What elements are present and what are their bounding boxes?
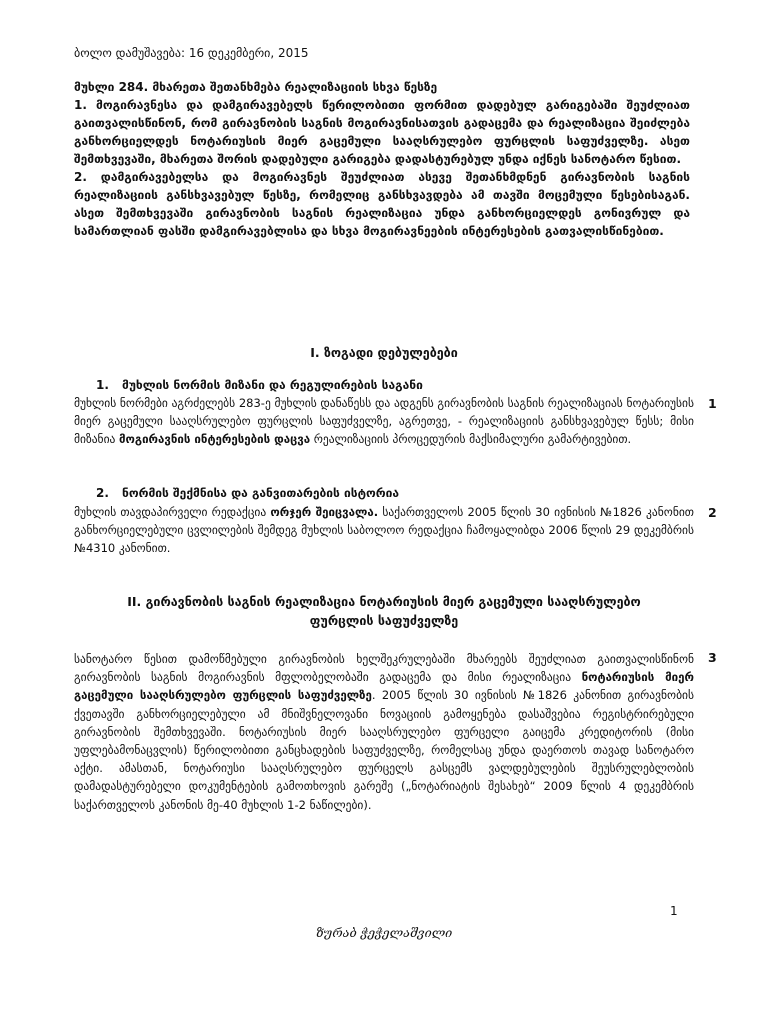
emphasis: ორჯერ შეიცვალა. [270,505,379,519]
margin-number-3: 3 [708,650,717,665]
article-paragraph-1: 1. მოგირავნესა და დამგირავებელს წერილობითი ფორმით დადებულ გარიგებაში შეუძლიათ გაითვალისწინონ, რომ გირავნობის საგნის მოგირავნისათვის გადაცემა და რეალიზაცია შეიძლება განხორციელდეს ნოტარიუსის მიერ გაცემული სააღსრულებო ფურცლის საფუძველზე. ასეთ შემთხვევაში, მხარეთა შორის დადებული გარიგება დადასტურებულ უნდა იქნეს სანოტარო წესით. [74,98,690,166]
paragraph-3: სანოტარო წესით დამოწმებული გირავნობის ხელშეკრულებაში მხარეებს შეუძლიათ გაითვალისწინონ გირავნობის საგნის მოგირავნის მფლობელობაში გადაცემა და მისი რეალიზაცია ნოტარიუსის მიერ გაცემული სააღსრულებო ფურცლის საფუძველზე. 2005 წლის 30 ივნისის №1826 კანონით გირავნობის ქვეთავში განხორციელებული ამ მნიშვნელოვანი ნოვაციის გამოყენება დასაშვებია რეგისტრირებული გირავნობის შემთხვევაში. ნოტარიუსის მიერ სააღსრულებო ფურცელი გაიცემა კრედიტორის (მისი უფლებამონაცვლის) წერილობითი განცხადების საფუძველზე, რომელსაც უნდა დაერთოს თავად სანოტარო აქტი. ამასთან, ნოტარიუსი სააღსრულებო ფურცელს გასცემს ვალდებულების შეუსრულებლობის დამადასტურებელი დოკუმენტების გამოთხოვის გარეშე („ნოტარიატის შესახებ“ 2009 წლის 4 დეკემბრის საქართველოს კანონის მე-40 მუხლის 1-2 ნაწილები). [74,652,694,812]
margin-number-1: 1 [708,396,717,411]
margin-number-2: 2 [708,505,717,520]
section-2-heading-line-2: ფურცლის საფუძველზე [309,613,459,628]
paragraph-1: მუხლის ნორმები აგრძელებს 283-ე მუხლის დანაწესს და ადგენს გირავნობის საგნის რეალიზაციას ნოტარიუსის მიერ გაცემული სააღსრულებო ფურცლის საფუძველზე, აგრეთვე, - რეალიზაციის განსხვავებულ წესს; მისი მიზანია მოგირავნის ინტერესების დაცვა რეალიზაციის პროცედურის მაქსიმალური გამარტივებით. [74,396,694,447]
subsection-1-title: მუხლის ნორმის მიზანი და რეგულირების საგანი [122,378,423,392]
section-1-heading: I. ზოგადი დებულებები [310,345,458,360]
article-paragraph-2: 2. დამგირავებელსა და მოგირავნეს შეუძლიათ ასევე შეთანხმდნენ გირავნობის საგნის რეალიზაციის განსხვავებულ წესზე, რომელიც განსხვავდება ამ თავში მოცემული წესებისაგან. ასეთ შემთხვევაში გირავნობის საგნის რეალიზაცია უნდა განხორციელდეს გონივრულ და სამართლიან ფასში დამგირავებლისა და სხვა მოგირავნეების ინტერესების გათვალისწინებით. [74,170,690,238]
author-name: ზურაბ ჭეჭელაშვილი [315,925,453,940]
article-title-text: მხარეთა შეთანხმება რეალიზაციის სხვა წესზე [148,80,438,94]
emphasis: ნოტარიუსის მიერ გაცემული სააღსრულებო ფურცლის საფუძველზე [74,670,694,703]
subsection-2-title: ნორმის შექმნისა და განვითარების ისტორია [122,486,400,500]
emphasis: მოგირავნის ინტერესების დაცვა [119,432,311,447]
article-title [74,78,690,96]
subsection-1-number: 1. [96,378,109,392]
article-block [74,78,690,240]
section-2-heading [0,592,768,630]
section-2-heading-line-1: II. გირავნობის საგნის რეალიზაცია ნოტარიუსის მიერ გაცემული სააღსრულებო [127,594,641,609]
page-number: 1 [670,904,678,918]
subsection-2-heading [96,486,399,500]
last-edit-date: ბოლო დამუშავება: 16 დეკემბერი, 2015 [74,46,309,60]
subsection-2-number: 2. [96,486,109,500]
subsection-1-heading [96,378,423,392]
paragraph-2: მუხლის თავდაპირველი რედაქცია ორჯერ შეიცვალა. საქართველოს 2005 წლის 30 ივნისის №1826 კანონით განხორციელებული ცვლილების შემდეგ მუხლის საბოლოო რედაქცია ჩამოყალიბდა 2006 წლის 29 დეკემბრის №4310 კანონით. [74,505,694,556]
article-number: მუხლი 284. [74,80,149,94]
